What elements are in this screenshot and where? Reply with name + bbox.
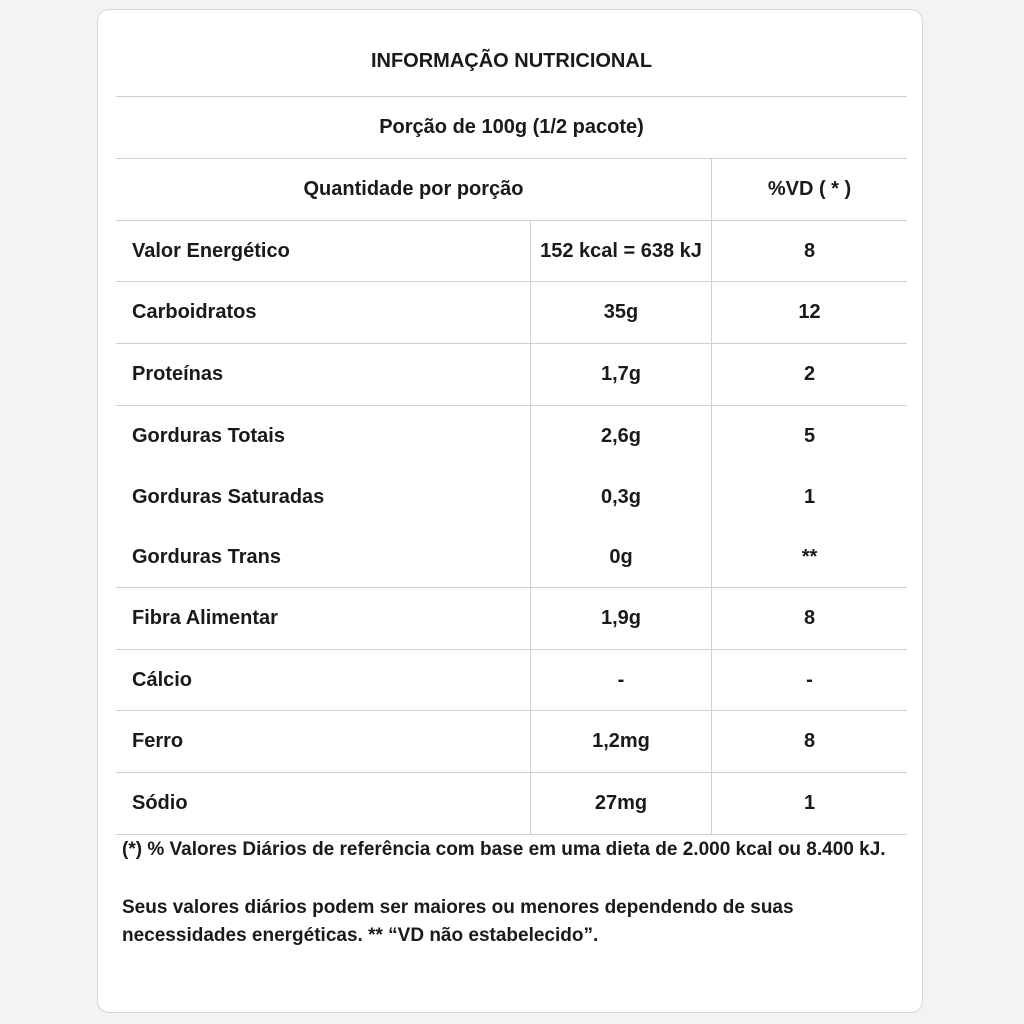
table-row <box>116 221 907 282</box>
nutrient-quantity: 1,7g <box>530 344 711 405</box>
column-header-row <box>116 159 907 221</box>
nutrient-name: Gorduras Saturadas <box>132 485 325 508</box>
table-row <box>116 406 907 467</box>
nutrient-name: Valor Energético <box>132 239 290 262</box>
nutrient-quantity: 1,9g <box>530 588 711 649</box>
table-row <box>116 527 907 588</box>
nutrient-vd: - <box>711 650 907 710</box>
nutrient-quantity: 1,2mg <box>530 711 711 772</box>
nutrient-name: Proteínas <box>132 363 224 385</box>
nutrient-vd: 1 <box>711 467 907 527</box>
nutrient-vd: 8 <box>711 588 907 649</box>
nutrient-quantity: 35g <box>530 282 711 343</box>
reference-footnote: (*) % Valores Diários de referência com base em uma dieta de 2.000 kcal ou 8.400 kJ. <box>122 839 886 860</box>
nutrition-table <box>116 26 907 835</box>
table-row <box>116 282 907 344</box>
nutrient-quantity: 0g <box>530 527 711 587</box>
nutrient-quantity: 27mg <box>530 773 711 834</box>
nutrient-vd: 8 <box>711 221 907 281</box>
nutrient-name: Gorduras Trans <box>132 545 281 568</box>
portion-size: Porção de 100g (1/2 pacote) <box>379 116 644 138</box>
vd-header: %VD ( * ) <box>711 159 907 220</box>
nutrient-quantity: 2,6g <box>530 406 711 467</box>
nutrient-quantity: 0,3g <box>530 467 711 527</box>
nutrient-name: Ferro <box>132 730 184 752</box>
nutrient-vd: 8 <box>711 711 907 772</box>
nutrient-vd: 12 <box>711 282 907 343</box>
nutrient-name: Carboidratos <box>132 301 257 323</box>
table-row <box>116 773 907 835</box>
table-title-row <box>116 26 907 97</box>
table-row <box>116 588 907 650</box>
nutrient-quantity: - <box>530 650 711 710</box>
nutrient-vd: 2 <box>711 344 907 405</box>
portion-row <box>116 97 907 159</box>
disclaimer-footnote: Seus valores diários podem ser maiores ou menores dependendo de suas necessidades energéticas. ** “VD não estabelecido”. <box>122 897 794 946</box>
footnotes <box>122 836 892 980</box>
table-title: INFORMAÇÃO NUTRICIONAL <box>370 49 653 72</box>
nutrient-name: Gorduras Totais <box>132 425 285 447</box>
nutrient-quantity: 152 kcal = 638 kJ <box>530 221 711 281</box>
table-row <box>116 650 907 711</box>
nutrient-vd: 5 <box>711 406 907 467</box>
nutrient-name: Cálcio <box>132 668 193 691</box>
table-row <box>116 344 907 406</box>
table-row <box>116 711 907 773</box>
nutrient-name: Fibra Alimentar <box>132 607 278 629</box>
table-row <box>116 467 907 527</box>
nutrient-vd: 1 <box>711 773 907 834</box>
nutrient-vd: ** <box>711 527 907 587</box>
nutrition-facts-card <box>97 9 923 1013</box>
quantity-header: Quantidade por porção <box>303 178 524 200</box>
nutrient-name: Sódio <box>132 792 188 814</box>
